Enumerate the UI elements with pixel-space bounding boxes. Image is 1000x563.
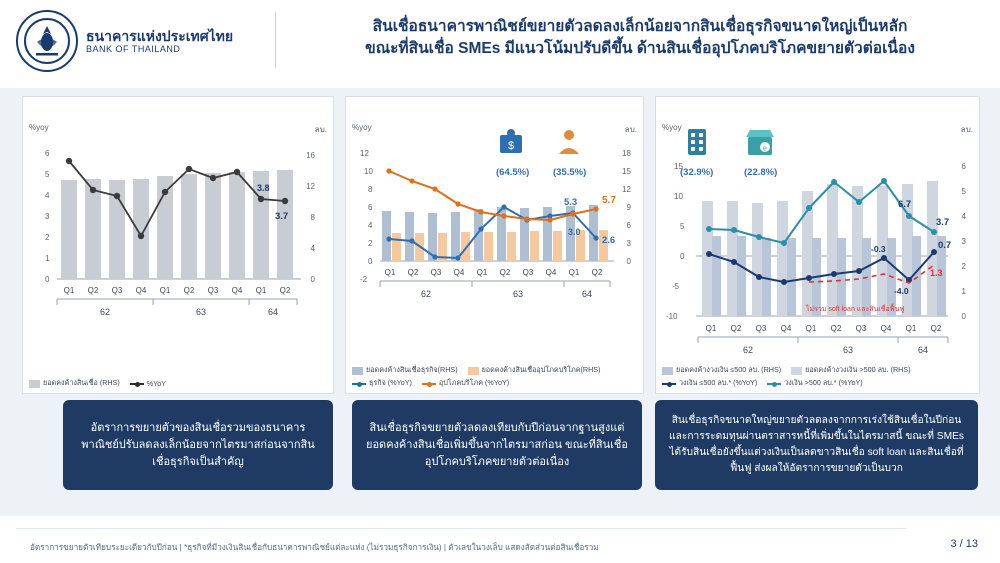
svg-text:-4.0: -4.0 bbox=[894, 286, 909, 296]
factory-icon bbox=[500, 129, 522, 153]
header-divider bbox=[275, 12, 276, 68]
svg-text:2: 2 bbox=[368, 239, 373, 248]
callout-total bbox=[63, 400, 333, 490]
title-line-1: สินเชื่อธนาคารพาณิชย์ขยายตัวลดลงเล็กน้อยจากสินเชื่อธุรกิจขนาดใหญ่เป็นหลัก bbox=[372, 18, 908, 35]
svg-text:Q2: Q2 bbox=[407, 268, 419, 277]
axis-label-left-2: %yoy bbox=[352, 123, 372, 132]
legend-label: ยอดคงค้างสินเชื่อ (RHS) bbox=[43, 378, 120, 387]
svg-text:Q2: Q2 bbox=[591, 268, 603, 277]
svg-text:Q1: Q1 bbox=[384, 268, 396, 277]
svg-text:Q2: Q2 bbox=[830, 324, 842, 333]
svg-text:62: 62 bbox=[742, 345, 754, 355]
axis-label-left-1: %yoy bbox=[29, 123, 49, 132]
svg-text:4: 4 bbox=[310, 244, 315, 253]
chart-area-portfolio bbox=[346, 119, 643, 393]
svg-text:16: 16 bbox=[306, 151, 315, 160]
svg-text:64: 64 bbox=[267, 307, 279, 317]
svg-text:Q2: Q2 bbox=[279, 286, 291, 295]
svg-text:Q1: Q1 bbox=[255, 286, 267, 295]
title-line-2: ขณะที่สินเชื่อ SMEs มีแนวโน้มปรับดีขึ้น ด้านสินเชื่ออุปโภคบริโภคขยายตัวต่อเนื่อง bbox=[365, 40, 915, 57]
legend-swatch-bar bbox=[468, 367, 479, 375]
legend-label: วงเงิน >500 ลบ.* (%YoY) bbox=[784, 378, 863, 387]
svg-text:1: 1 bbox=[45, 254, 50, 263]
svg-text:5.3: 5.3 bbox=[564, 197, 578, 208]
share-sme-label: (22.8%) bbox=[744, 167, 778, 178]
axis-label-right-2: ลบ. bbox=[624, 125, 637, 134]
svg-text:6: 6 bbox=[368, 203, 373, 212]
svg-text:1.3: 1.3 bbox=[930, 268, 943, 278]
legend-size bbox=[662, 363, 973, 389]
legend-label: ยอดคงค้างวงเงิน >500 ลบ. (RHS) bbox=[805, 365, 911, 374]
svg-text:Q1: Q1 bbox=[805, 324, 817, 333]
svg-text:9: 9 bbox=[626, 203, 631, 212]
legend-item bbox=[662, 365, 781, 376]
svg-text:15: 15 bbox=[622, 167, 631, 176]
svg-text:3: 3 bbox=[626, 239, 631, 248]
plot-size bbox=[656, 119, 979, 391]
svg-text:Q4: Q4 bbox=[880, 324, 892, 333]
chart-area-size bbox=[656, 119, 979, 393]
svg-text:Q4: Q4 bbox=[135, 286, 147, 295]
svg-text:Q1: Q1 bbox=[568, 268, 580, 277]
legend-item bbox=[352, 378, 412, 389]
bot-logo bbox=[16, 10, 233, 72]
chart-panel-total bbox=[22, 96, 334, 394]
legend-item bbox=[767, 378, 862, 389]
svg-text:3.0: 3.0 bbox=[568, 227, 581, 237]
svg-text:Q4: Q4 bbox=[780, 324, 792, 333]
svg-text:Q3: Q3 bbox=[522, 268, 534, 277]
svg-text:12: 12 bbox=[360, 149, 369, 158]
share-business-label: (64.5%) bbox=[496, 167, 530, 178]
svg-text:Q1: Q1 bbox=[905, 324, 917, 333]
svg-text:3.8: 3.8 bbox=[257, 183, 270, 193]
svg-text:e: e bbox=[763, 145, 767, 153]
org-name-th: ธนาคารแห่งประเทศไทย bbox=[86, 27, 234, 44]
svg-text:15: 15 bbox=[674, 162, 683, 171]
svg-text:Q4: Q4 bbox=[453, 268, 465, 277]
svg-text:0.7: 0.7 bbox=[938, 240, 952, 251]
svg-text:0: 0 bbox=[961, 312, 966, 321]
share-consumer-label: (35.5%) bbox=[553, 167, 587, 178]
legend-swatch-bar bbox=[29, 380, 40, 388]
svg-text:63: 63 bbox=[512, 289, 524, 299]
annotation-soft-loan: ไม่รวม soft loan และสินเชื่อฟื้นฟู bbox=[806, 306, 905, 313]
svg-text:10: 10 bbox=[674, 192, 683, 201]
legend-label: ยอดคงค้างสินเชื่อธุรกิจ(RHS) bbox=[366, 365, 458, 374]
svg-text:Q1: Q1 bbox=[159, 286, 171, 295]
svg-text:6: 6 bbox=[45, 149, 50, 158]
svg-text:62: 62 bbox=[99, 307, 111, 317]
svg-text:Q4: Q4 bbox=[545, 268, 557, 277]
svg-text:Q3: Q3 bbox=[755, 324, 767, 333]
legend-swatch-bar bbox=[791, 367, 802, 375]
svg-text:8: 8 bbox=[368, 185, 373, 194]
share-large-label: (32.9%) bbox=[680, 167, 714, 178]
callout-text: สินเชื่อธุรกิจขนาดใหญ่ขยายตัวลดลงจากการเร่งใช้สินเชื่อในปีก่อนและการระดมทุนผ่านตราสารหนี้ที่เพิ่มขึ้นในไตรมาสนี้ ขณะที่ SMEs ได้รับสินเชื่อยังขึ้นแต่วงเงินเป็นลดขาวสินเชื่อ soft loan และสินเชื่อที่ฟื้นฟู ส่งผลให้อัตราการขยายตัวเป็นบวก bbox=[669, 415, 964, 474]
svg-text:3.7: 3.7 bbox=[275, 211, 289, 222]
page-number: 3 / 13 bbox=[950, 538, 978, 550]
legend-label: ยอดคงค้างสินเชื่ออุปโภคบริโภค(RHS) bbox=[481, 365, 601, 374]
legend-label: ธุรกิจ (%YoY) bbox=[369, 378, 412, 387]
legend-swatch-bar bbox=[662, 367, 673, 375]
svg-text:3.7: 3.7 bbox=[936, 217, 950, 228]
legend-total bbox=[29, 376, 327, 389]
legend-swatch-line bbox=[767, 383, 781, 385]
svg-text:3: 3 bbox=[45, 212, 50, 221]
legend-item bbox=[662, 378, 757, 389]
svg-text:$: $ bbox=[507, 140, 515, 152]
svg-text:-5: -5 bbox=[672, 282, 680, 291]
chart-panel-size bbox=[655, 96, 980, 394]
legend-label: วงเงิน ≤500 ลบ.* (%YoY) bbox=[679, 378, 758, 387]
svg-text:Q2: Q2 bbox=[930, 324, 942, 333]
svg-text:64: 64 bbox=[581, 289, 593, 299]
legend-item bbox=[791, 365, 910, 376]
axis-label-right-3: ลบ. bbox=[960, 125, 973, 134]
svg-text:-10: -10 bbox=[666, 312, 678, 321]
svg-text:4: 4 bbox=[45, 191, 50, 200]
svg-text:0: 0 bbox=[680, 252, 685, 261]
svg-text:10: 10 bbox=[364, 167, 373, 176]
svg-text:5: 5 bbox=[45, 170, 50, 179]
legend-swatch-line bbox=[422, 383, 436, 385]
svg-text:Q3: Q3 bbox=[855, 324, 867, 333]
axis-label-right-1: ลบ. bbox=[314, 125, 327, 134]
svg-text:4: 4 bbox=[961, 212, 966, 221]
legend-item bbox=[422, 378, 509, 389]
footer bbox=[0, 516, 1000, 563]
footnote-text: อัตราการขยายตัวเทียบระยะเดียวกับปีก่อน | *ธุรกิจที่มีวงเงินสินเชื่อกับธนาคารพาณิชย์แต่ละแห่ง (ไม่รวมธุรกิจการเงิน) | ตัวเลขในวงเล็บ แสดงสัดส่วนต่อสินเชื่อรวม bbox=[30, 543, 599, 552]
legend-swatch-line bbox=[662, 383, 676, 385]
svg-text:2: 2 bbox=[45, 233, 50, 242]
svg-text:4: 4 bbox=[368, 221, 373, 230]
org-name-en: BANK OF THAILAND bbox=[86, 43, 181, 54]
chart-area-total bbox=[23, 119, 333, 393]
svg-text:63: 63 bbox=[842, 345, 854, 355]
svg-text:0: 0 bbox=[310, 275, 315, 284]
svg-text:Q2: Q2 bbox=[499, 268, 511, 277]
legend-portfolio bbox=[352, 363, 637, 389]
svg-text:6: 6 bbox=[626, 221, 631, 230]
plot-portfolio bbox=[346, 119, 643, 391]
svg-text:5.7: 5.7 bbox=[602, 195, 616, 206]
svg-text:64: 64 bbox=[917, 345, 929, 355]
svg-text:3: 3 bbox=[961, 237, 966, 246]
svg-text:Q1: Q1 bbox=[705, 324, 717, 333]
svg-text:8: 8 bbox=[310, 213, 315, 222]
svg-text:0: 0 bbox=[368, 257, 373, 266]
svg-text:5: 5 bbox=[961, 187, 966, 196]
page-title bbox=[290, 16, 990, 60]
svg-text:Q1: Q1 bbox=[63, 286, 75, 295]
axis-label-left-3: %yoy bbox=[662, 123, 682, 132]
svg-text:-2: -2 bbox=[360, 275, 368, 284]
svg-text:Q2: Q2 bbox=[183, 286, 195, 295]
svg-text:Q2: Q2 bbox=[87, 286, 99, 295]
svg-text:Q1: Q1 bbox=[476, 268, 488, 277]
chart-panel-portfolio bbox=[345, 96, 644, 394]
svg-text:Q2: Q2 bbox=[730, 324, 742, 333]
callout-portfolio bbox=[352, 400, 642, 490]
legend-label: %YoY bbox=[146, 379, 167, 388]
svg-text:12: 12 bbox=[622, 185, 631, 194]
callout-text: อัตราการขยายตัวของสินเชื่อรวมของธนาคารพาณิชย์ปรับลดลงเล็กน้อยจากไตรมาสก่อนจากสินเชื่อธุรกิจเป็นสำคัญ bbox=[81, 421, 315, 468]
svg-text:63: 63 bbox=[195, 307, 207, 317]
svg-text:2: 2 bbox=[961, 262, 966, 271]
legend-item bbox=[130, 379, 166, 388]
svg-text:1: 1 bbox=[961, 287, 966, 296]
svg-text:12: 12 bbox=[306, 182, 315, 191]
building-icon bbox=[688, 129, 706, 155]
plot-total bbox=[23, 119, 333, 391]
svg-text:0: 0 bbox=[626, 257, 631, 266]
svg-text:0: 0 bbox=[45, 275, 50, 284]
svg-text:Q4: Q4 bbox=[231, 286, 243, 295]
svg-text:6: 6 bbox=[961, 162, 966, 171]
legend-swatch-line bbox=[352, 383, 366, 385]
svg-text:-0.3: -0.3 bbox=[871, 244, 886, 254]
bot-seal-icon bbox=[16, 10, 78, 72]
legend-swatch-bar bbox=[352, 367, 363, 375]
shop-icon bbox=[746, 130, 774, 155]
svg-text:Q3: Q3 bbox=[111, 286, 123, 295]
svg-text:62: 62 bbox=[420, 289, 432, 299]
person-icon bbox=[559, 130, 579, 154]
legend-item bbox=[29, 378, 120, 389]
legend-label: อุปโภคบริโภค (%YoY) bbox=[438, 378, 510, 387]
svg-text:Q3: Q3 bbox=[207, 286, 219, 295]
svg-text:2.6: 2.6 bbox=[602, 235, 616, 246]
legend-label: ยอดคงค้างวงเงิน ≤500 ลบ. (RHS) bbox=[676, 365, 782, 374]
svg-text:6.7: 6.7 bbox=[898, 199, 912, 210]
legend-item bbox=[468, 365, 601, 376]
svg-text:18: 18 bbox=[622, 149, 631, 158]
footer-divider bbox=[16, 528, 906, 529]
svg-text:Q3: Q3 bbox=[430, 268, 442, 277]
callout-size bbox=[655, 400, 978, 490]
svg-text:5: 5 bbox=[680, 222, 685, 231]
legend-item bbox=[352, 365, 458, 376]
callout-text: สินเชื่อธุรกิจขยายตัวลดลงเทียบกับปีก่อนจากฐานสูงแต่ยอดคงค้างสินเชื่อเพิ่มขึ้นจากไตรมาสก่อน ขณะที่สินเชื่ออุปโภคบริโภคขยายตัวต่อเนื่อง bbox=[366, 421, 628, 468]
legend-swatch-line bbox=[130, 383, 144, 385]
